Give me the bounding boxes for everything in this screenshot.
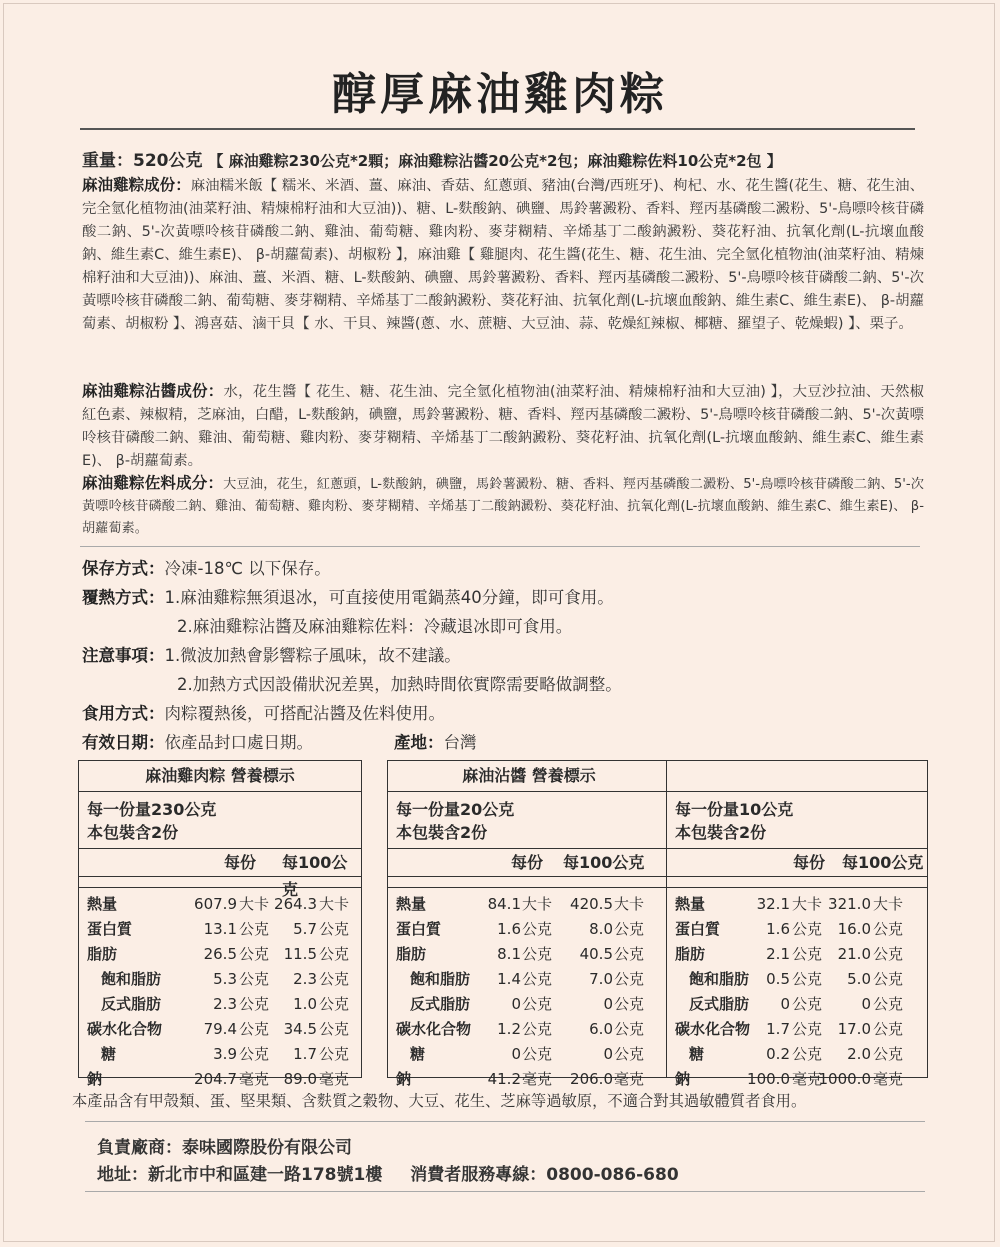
nutrition-row [79, 942, 361, 967]
heating-step-1: 1.麻油雞粽無須退冰，可直接使用電鍋蒸40分鐘，即可食用。 [164, 588, 614, 607]
unit-per-serving: 公克 [522, 1020, 553, 1038]
nutrient-name: 飽和脂肪 [689, 970, 750, 988]
value-per-serving: 1.7 [766, 1020, 790, 1038]
unit-per-100g: 公克 [319, 970, 350, 988]
unit-per-serving: 公克 [792, 945, 823, 963]
unit-per-100g: 大卡 [319, 895, 350, 913]
unit-per-serving: 公克 [792, 1045, 823, 1063]
unit-per-serving: 公克 [522, 945, 553, 963]
value-per-100g: 5.7 [293, 920, 317, 938]
weight-value: 520公克 [133, 151, 203, 171]
unit-per-100g: 公克 [614, 1045, 645, 1063]
nutrition-column-headers [667, 849, 927, 877]
value-per-serving: 2.1 [766, 945, 790, 963]
unit-per-serving: 公克 [239, 920, 270, 938]
nutrient-name: 碳水化合物 [396, 1020, 472, 1038]
value-per-serving: 1.2 [497, 1020, 521, 1038]
nutrition-title [667, 761, 927, 792]
weight-line [82, 146, 942, 171]
company-line: 負責廠商：泰味國際股份有限公司 [97, 1138, 352, 1158]
value-per-100g: 17.0 [837, 1020, 871, 1038]
allergen-notice: 本產品含有甲殼類、蛋、堅果類、含麩質之穀物、大豆、花生、芝麻等過敏原，不適合對其過敏體質者食用。 [72, 1092, 807, 1110]
unit-per-serving: 公克 [522, 1045, 553, 1063]
nutrition-title: 麻油雞肉粽 營養標示 [79, 761, 361, 792]
value-per-serving: 41.2 [487, 1070, 521, 1088]
topping-ingredients-text: 大豆油，花生，紅蔥頭，L-麩酸鈉，碘鹽，馬鈴薯澱粉、糖、香料、羥丙基磷酸二澱粉、5'-鳥嘌呤核苷磷酸二鈉、5'-次黃嘌呤核苷磷酸二鈉、雞油、葡萄糖、雞肉粉、麥芽糊精、辛烯基丁二酸鈉澱粉、葵花籽油、抗氧化劑(L-抗壞血酸鈉、維生素C、維生素E)、 β-胡蘿蔔素。 [82, 477, 924, 536]
value-per-serving: 1.6 [497, 920, 521, 938]
unit-per-100g: 大卡 [873, 895, 904, 913]
nutrition-row [388, 917, 670, 942]
col-per-100g: 每100公克 [563, 853, 645, 872]
nutrient-name: 蛋白質 [675, 920, 721, 938]
title-divider [80, 128, 915, 130]
ingredients-divider [80, 546, 920, 547]
value-per-serving: 0 [511, 1045, 521, 1063]
unit-per-100g: 公克 [319, 920, 350, 938]
nutrient-name: 糖 [101, 1045, 117, 1063]
unit-per-serving: 公克 [239, 945, 270, 963]
nutrient-name: 鈉 [675, 1070, 691, 1088]
nutrition-row [79, 917, 361, 942]
value-per-serving: 13.1 [203, 920, 237, 938]
expiry-row [82, 729, 313, 753]
nutrition-row [667, 992, 927, 1017]
unit-per-serving: 毫克 [792, 1070, 823, 1088]
nutrition-row [388, 1017, 670, 1042]
unit-per-serving: 公克 [239, 995, 270, 1013]
nutrition-row [667, 967, 927, 992]
unit-per-serving: 公克 [792, 920, 823, 938]
footer-divider-top [85, 1121, 925, 1122]
unit-per-serving: 公克 [792, 995, 823, 1013]
zongzi-ingredients-text: 麻油糯米飯【 糯米、米酒、薑、麻油、香菇、紅蔥頭、豬油(台灣/西班牙)、枸杞、水、花生醬(花生、糖、花生油、完全氫化植物油(油菜籽油、精煉棉籽油和大豆油))、糖、L-麩酸鈉、碘鹽、馬鈴薯澱粉、香料、羥丙基磷酸二澱粉、5'-鳥嘌呤核苷磷酸二鈉、5'-次黃嘌呤核苷磷酸二鈉、雞油、葡萄糖、雞肉粉、麥芽糊精、辛烯基丁二酸鈉澱粉、葵花籽油、抗氧化劑(L-抗壞血酸鈉、維生素C、維生素E)、 β-胡蘿蔔素)、胡椒粉 】，麻油雞【 雞腿肉、花生醬(花生、糖、花生油、完全氫化植物油(油菜籽油、精煉棉籽油和大豆油))、麻油、薑、米酒、糖、L-麩酸鈉、碘鹽、馬鈴薯澱粉、香料、羥丙基磷酸二澱粉、5'-鳥嘌呤核苷磷酸二鈉、5'-次黃嘌呤核苷磷酸二鈉、葡萄糖、麥芽糊精、辛烯基丁二酸鈉澱粉、葵花籽油、抗氧化劑(L-抗壞血酸鈉、維生素C、維生素E)、 β-胡蘿蔔素、胡椒粉 】、鴻喜菇、滷干貝【 水、干貝、辣醬(蔥、水、蔗糖、大豆油、蒜、乾燥紅辣椒、椰糖、羅望子、乾燥蝦) 】、栗子。 [82, 178, 924, 332]
unit-per-100g: 公克 [873, 995, 904, 1013]
page-title: 醇厚麻油雞肉粽 [332, 69, 668, 120]
nutrient-name: 碳水化合物 [675, 1020, 751, 1038]
nutrient-name: 糖 [410, 1045, 426, 1063]
unit-per-serving: 大卡 [239, 895, 270, 913]
origin-row [394, 729, 477, 753]
nutrition-title: 麻油沾醬 營養標示 [388, 761, 670, 792]
topping-ingredients-label: 麻油雞粽佐料成分： [82, 474, 224, 492]
nutrition-serving [79, 792, 361, 849]
expiry-value: 依產品封口處日期。 [164, 733, 313, 752]
unit-per-serving: 大卡 [522, 895, 553, 913]
value-per-serving: 0.2 [766, 1045, 790, 1063]
nutrient-name: 熱量 [87, 895, 118, 913]
nutrient-name: 飽和脂肪 [410, 970, 471, 988]
value-per-serving: 5.3 [213, 970, 237, 988]
zongzi-ingredients [82, 174, 924, 336]
nutrient-name: 反式脂肪 [689, 995, 750, 1013]
unit-per-serving: 公克 [239, 1020, 270, 1038]
value-per-serving: 1.4 [497, 970, 521, 988]
nutrient-name: 熱量 [675, 895, 706, 913]
storage-label: 保存方式： [82, 559, 165, 578]
value-per-100g: 321.0 [828, 895, 871, 913]
nutrient-name: 蛋白質 [87, 920, 133, 938]
unit-per-serving: 公克 [239, 970, 270, 988]
value-per-100g: 7.0 [589, 970, 613, 988]
unit-per-100g: 公克 [873, 945, 904, 963]
value-per-serving: 204.7 [194, 1070, 237, 1088]
topping-ingredients [82, 472, 924, 540]
eating-value: 肉粽覆熱後，可搭配沾醬及佐料使用。 [164, 704, 445, 723]
expiry-label: 有效日期： [82, 733, 165, 752]
value-per-serving: 26.5 [203, 945, 237, 963]
value-per-100g: 40.5 [579, 945, 613, 963]
zongzi-ingredients-label: 麻油雞粽成份： [82, 176, 191, 194]
value-per-100g: 1000.0 [818, 1070, 871, 1088]
nutrient-name: 飽和脂肪 [101, 970, 162, 988]
value-per-serving: 0 [511, 995, 521, 1013]
nutrition-row [388, 942, 670, 967]
heating-row [82, 584, 614, 608]
value-per-100g: 34.5 [283, 1020, 317, 1038]
col-per-100g: 每100公克 [282, 853, 348, 899]
unit-per-100g: 公克 [873, 1020, 904, 1038]
nutrition-row [667, 917, 927, 942]
unit-per-100g: 公克 [614, 995, 645, 1013]
servings-per-pack: 本包裝含2份 [87, 823, 179, 842]
hotline: 消費者服務專線：0800-086-680 [410, 1165, 679, 1185]
unit-per-serving: 大卡 [792, 895, 823, 913]
nutrition-row [79, 1042, 361, 1067]
nutrition-row [667, 942, 927, 967]
value-per-100g: 11.5 [283, 945, 317, 963]
value-per-100g: 0 [861, 995, 871, 1013]
value-per-100g: 8.0 [589, 920, 613, 938]
value-per-100g: 0 [603, 995, 613, 1013]
nutrition-table-sauce [387, 760, 671, 1088]
unit-per-serving: 公克 [522, 995, 553, 1013]
unit-per-100g: 公克 [319, 945, 350, 963]
nutrient-name: 熱量 [396, 895, 427, 913]
eating-label: 食用方式： [82, 704, 165, 723]
nutrition-table-zongzi [78, 760, 362, 1088]
unit-per-serving: 公克 [792, 1020, 823, 1038]
weight-label: 重量： [82, 151, 133, 171]
nutrition-serving [388, 792, 670, 849]
value-per-serving: 100.0 [747, 1070, 790, 1088]
unit-per-serving: 毫克 [522, 1070, 553, 1088]
value-per-100g: 5.0 [847, 970, 871, 988]
storage-value: 冷凍-18℃ 以下保存。 [164, 559, 331, 578]
unit-per-serving: 公克 [522, 970, 553, 988]
serving-size: 每一份量230公克 [87, 800, 217, 819]
nutrient-name: 鈉 [396, 1070, 412, 1088]
nutrition-rows [79, 892, 361, 1092]
value-per-100g: 1.7 [293, 1045, 317, 1063]
origin-value: 台灣 [443, 733, 477, 752]
value-per-100g: 1.0 [293, 995, 317, 1013]
sauce-ingredients [82, 380, 924, 473]
unit-per-100g: 公克 [873, 1045, 904, 1063]
nutrition-row [388, 1042, 670, 1067]
nutrient-name: 反式脂肪 [101, 995, 162, 1013]
value-per-100g: 6.0 [589, 1020, 613, 1038]
nutrition-row [388, 892, 670, 917]
serving-size: 每一份量10公克 [675, 800, 794, 819]
nutrient-name: 脂肪 [396, 945, 427, 963]
value-per-serving: 1.6 [766, 920, 790, 938]
notice-item-2: 2.加熱方式因設備狀況差異，加熱時間依實際需要略做調整。 [177, 675, 622, 694]
value-per-100g: 420.5 [570, 895, 613, 913]
value-per-serving: 79.4 [203, 1020, 237, 1038]
value-per-100g: 2.0 [847, 1045, 871, 1063]
value-per-100g: 264.3 [274, 895, 317, 913]
heating-step-2: 2.麻油雞粽沾醬及麻油雞粽佐料：冷藏退冰即可食用。 [177, 617, 573, 636]
col-per-serving: 每份 [793, 853, 826, 872]
unit-per-serving: 公克 [239, 1045, 270, 1063]
nutrition-row [388, 992, 670, 1017]
weight-detail: 【 麻油雞粽230公克*2顆；麻油雞粽沾醬20公克*2包；麻油雞粽佐料10公克*2包 】 [208, 152, 782, 170]
nutrient-name: 碳水化合物 [87, 1020, 163, 1038]
nutrient-name: 脂肪 [87, 945, 118, 963]
sauce-ingredients-text: 水，花生醬【 花生、糖、花生油、完全氫化植物油(油菜籽油、精煉棉籽油和大豆油) 】，大豆沙拉油、天然椒紅色素、辣椒精，芝麻油，白醋，L-麩酸鈉，碘鹽，馬鈴薯澱粉、糖、香料、羥丙基磷酸二澱粉、5'-鳥嘌呤核苷磷酸二鈉、5'-次黃嘌呤核苷磷酸二鈉、雞油、葡萄糖、雞肉粉、麥芽糊精、辛烯基丁二酸鈉澱粉、葵花籽油、抗氧化劑(L-抗壞血酸鈉、維生素C、維生素E)、 β-胡蘿蔔素。 [82, 384, 924, 469]
unit-per-100g: 公克 [319, 995, 350, 1013]
nutrition-column-headers [388, 849, 670, 877]
value-per-serving: 2.3 [213, 995, 237, 1013]
unit-per-100g: 公克 [873, 970, 904, 988]
value-per-100g: 0 [603, 1045, 613, 1063]
nutrition-table-topping [666, 760, 928, 1088]
unit-per-100g: 毫克 [614, 1070, 645, 1088]
notice-row [82, 642, 461, 666]
nutrition-rows [667, 892, 927, 1092]
unit-per-serving: 公克 [792, 970, 823, 988]
nutrient-name: 鈉 [87, 1070, 103, 1088]
nutrition-row [79, 892, 361, 917]
value-per-serving: 8.1 [497, 945, 521, 963]
value-per-100g: 2.3 [293, 970, 317, 988]
serving-size: 每一份量20公克 [396, 800, 515, 819]
servings-per-pack: 本包裝含2份 [396, 823, 488, 842]
value-per-serving: 0 [780, 995, 790, 1013]
value-per-100g: 89.0 [283, 1070, 317, 1088]
col-per-100g: 每100公克 [842, 853, 924, 872]
address: 地址：新北市中和區建一路178號1樓 [97, 1165, 383, 1185]
nutrient-name: 糖 [689, 1045, 705, 1063]
unit-per-100g: 公克 [319, 1045, 350, 1063]
heating-label: 覆熱方式： [82, 588, 165, 607]
unit-per-100g: 公克 [614, 945, 645, 963]
nutrition-row [667, 1017, 927, 1042]
storage-row [82, 555, 331, 579]
value-per-100g: 206.0 [570, 1070, 613, 1088]
nutrition-row [79, 992, 361, 1017]
nutrient-name: 蛋白質 [396, 920, 442, 938]
nutrition-row [667, 1042, 927, 1067]
nutrition-column-headers [79, 849, 361, 899]
unit-per-serving: 公克 [522, 920, 553, 938]
unit-per-100g: 公克 [614, 970, 645, 988]
value-per-serving: 0.5 [766, 970, 790, 988]
origin-label: 產地： [394, 733, 444, 752]
unit-per-serving: 毫克 [239, 1070, 270, 1088]
value-per-serving: 32.1 [756, 895, 790, 913]
nutrition-row [667, 892, 927, 917]
nutrient-name: 脂肪 [675, 945, 706, 963]
value-per-serving: 84.1 [487, 895, 521, 913]
unit-per-100g: 公克 [614, 920, 645, 938]
unit-per-100g: 毫克 [319, 1070, 350, 1088]
eating-row [82, 700, 445, 724]
unit-per-100g: 毫克 [873, 1070, 904, 1088]
nutrient-name: 反式脂肪 [410, 995, 471, 1013]
value-per-serving: 3.9 [213, 1045, 237, 1063]
unit-per-100g: 公克 [614, 1020, 645, 1038]
nutrition-row [79, 1017, 361, 1042]
address-line [97, 1160, 679, 1185]
unit-per-100g: 公克 [319, 1020, 350, 1038]
footer-divider-bottom [85, 1191, 925, 1192]
value-per-100g: 16.0 [837, 920, 871, 938]
unit-per-100g: 公克 [873, 920, 904, 938]
col-per-serving: 每份 [224, 853, 257, 872]
value-per-serving: 607.9 [194, 895, 237, 913]
notice-item-1: 1.微波加熱會影響粽子風味，故不建議。 [164, 646, 461, 665]
nutrition-serving [667, 792, 927, 849]
col-per-serving: 每份 [511, 853, 544, 872]
unit-per-100g: 大卡 [614, 895, 645, 913]
servings-per-pack: 本包裝含2份 [675, 823, 767, 842]
nutrition-row [388, 967, 670, 992]
notice-label: 注意事項： [82, 646, 165, 665]
value-per-100g: 21.0 [837, 945, 871, 963]
nutrition-rows [388, 892, 670, 1092]
nutrition-row [79, 967, 361, 992]
sauce-ingredients-label: 麻油雞粽沾醬成份： [82, 382, 224, 400]
